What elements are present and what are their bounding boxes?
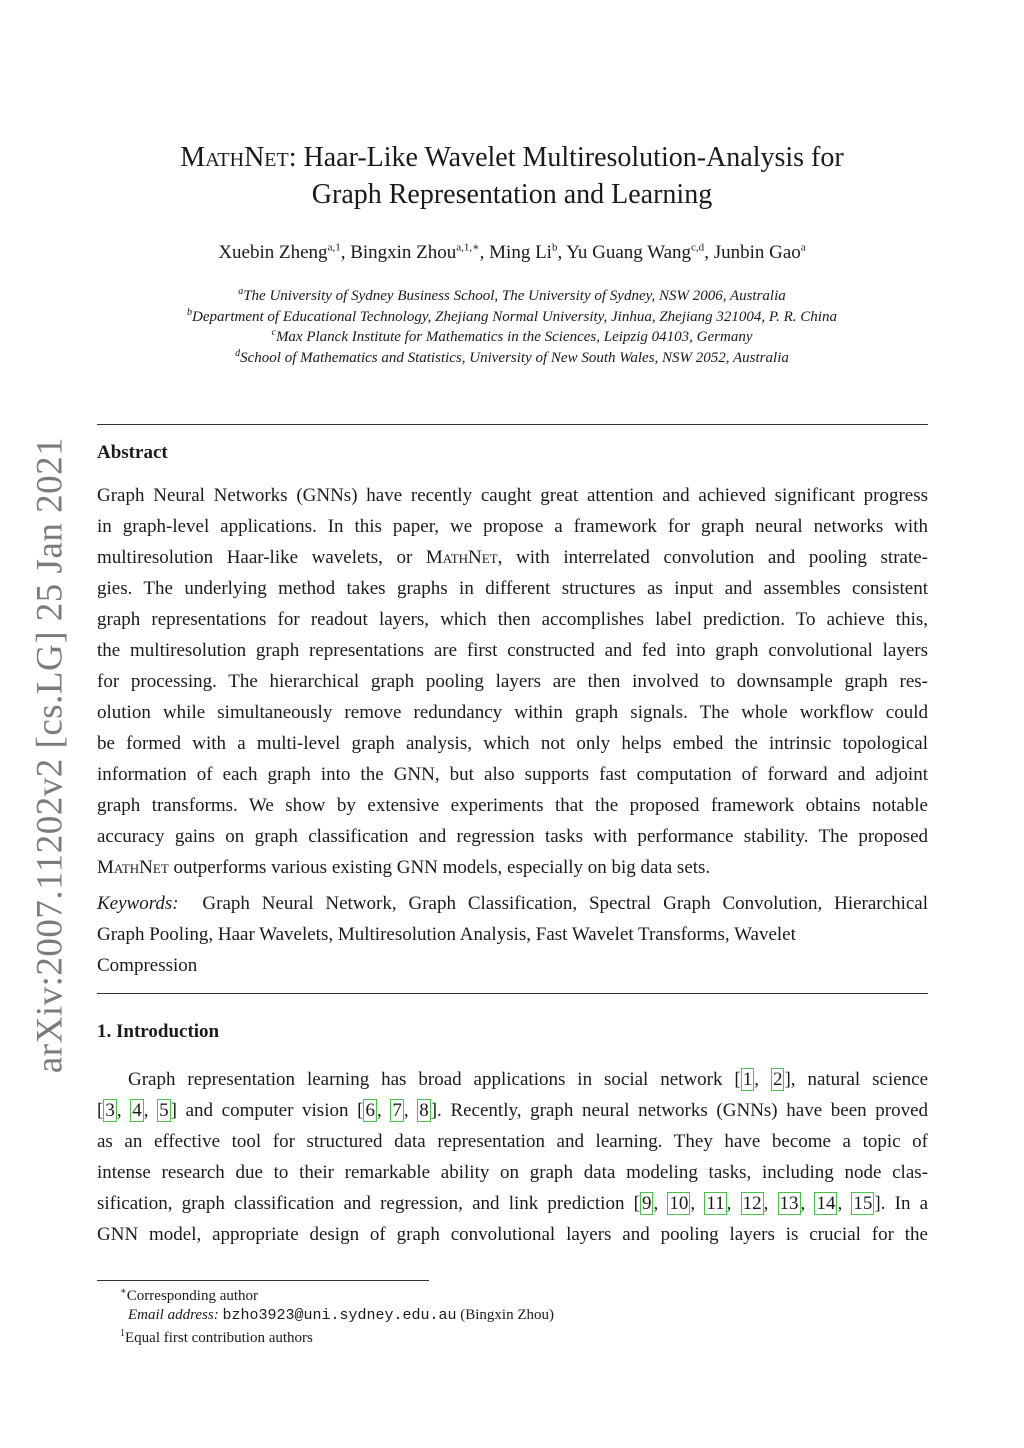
abstract-line: in graph-level applications. In this paper, we propose a framework for graph neural networks with [97,516,928,537]
affiliation: $^a$The University of Sydney Business School, The University of Sydney, NSW 2006, Australia [238,286,786,304]
author: Junbin Gao$^a$ [713,242,806,264]
abstract-line: graph transforms. We show by extensive experiments that the proposed framework obtains notable [97,795,928,816]
introduction-text: ] and computer vision [ [170,1100,364,1121]
introduction-text: , [837,1193,852,1214]
introduction-text: GNN model, appropriate design of graph convolutional layers and pooling layers is crucial for the [97,1224,928,1245]
introduction-text: ]. Recently, graph neural networks (GNNs) have been proved [430,1100,929,1121]
abstract-body [97,480,928,883]
introduction-line [97,1095,928,1126]
keywords-line: Compression [97,955,198,976]
introduction-text: ], natural science [784,1069,929,1090]
abstract-line: olution while simultaneously remove redundancy within graph signals. The whole workflow could [97,702,928,723]
introduction-line [97,1157,928,1188]
citation-link[interactable]: 15 [853,1193,873,1214]
introduction-text: Graph representation learning has broad applications in social network [ [128,1069,741,1090]
introduction-text: , [653,1193,668,1214]
citation-link[interactable]: 8 [419,1100,429,1121]
introduction-text: , [143,1100,158,1121]
affiliation: $^c$Max Planck Institute for Mathematics in the Sciences, Leipzig 04103, Germany [271,327,753,345]
introduction-text: , [690,1193,705,1214]
introduction-text: , [116,1100,131,1121]
citation-link[interactable]: 10 [669,1193,689,1214]
introduction-text: , [763,1193,778,1214]
introduction-body [97,1064,928,1250]
citation-link[interactable]: 11 [706,1193,725,1214]
keywords-line: Keywords: Graph Neural Network, Graph Classification, Spectral Graph Convolution, Hierarchical [97,893,928,914]
affiliation: $^b$Department of Educational Technology, Zhejiang Normal University, Jinhua, Zhejiang 321004, P. R. China [187,306,837,325]
author: Yu Guang Wang$^{c,d}$, [566,242,714,264]
abstract-top-rule [97,424,928,425]
introduction-heading: 1. Introduction [97,1021,220,1042]
author: Xuebin Zheng$^{a,1}$, [218,242,351,264]
citation-link[interactable]: 4 [132,1100,142,1121]
email-address[interactable]: bzho3923@uni.sydney.edu.au [222,1307,457,1324]
author: Ming Li$^b$, [489,242,567,264]
paper-title-line-2: Graph Representation and Learning [311,179,713,210]
introduction-line [97,1219,928,1250]
keywords-line: Graph Pooling, Haar Wavelets, Multiresolution Analysis, Fast Wavelet Transforms, Wavelet [97,924,796,945]
keywords [97,888,928,981]
arxiv-stamp: arXiv:2007.11202v2 [cs.LG] 25 Jan 2021 [29,436,71,1074]
introduction-text: , [754,1069,771,1090]
citation-link[interactable]: 12 [742,1193,762,1214]
citation-link[interactable]: 13 [779,1193,799,1214]
author: Bingxin Zhou$^{a,1,∗}$, [350,242,490,264]
abstract-line: Graph Neural Networks (GNNs) have recently caught great attention and achieved significant progress [97,485,928,506]
introduction-text: , [800,1193,815,1214]
introduction-line [97,1126,928,1157]
introduction-text: , [376,1100,391,1121]
citation-link[interactable]: 5 [159,1100,169,1121]
introduction-line [97,1064,928,1095]
paper-title-line-1 [0,139,1024,176]
citation-link[interactable]: 6 [365,1100,375,1121]
abstract-heading: Abstract [97,442,168,463]
citation-link[interactable]: 14 [816,1193,836,1214]
abstract-line: information of each graph into the GNN, but also supports fast computation of forward and adjoint [97,764,928,785]
citation-link[interactable]: 3 [105,1100,115,1121]
introduction-text: , [403,1100,418,1121]
footnote-equal-contribution: $^1$Equal first contribution authors [120,1328,313,1346]
author-list [0,241,1024,264]
affiliation: $^d$School of Mathematics and Statistics, University of New South Wales, NSW 2052, Australia [235,347,789,366]
abstract-line: multiresolution Haar-like wavelets, or MathNet, with interrelated convolution and pooling strate- [97,547,928,568]
abstract-bottom-rule [97,993,928,994]
footnote-corresponding: ∗Corresponding author [120,1286,259,1304]
abstract-line: the multiresolution graph representations are first constructed and fed into graph convolutional layers [97,640,928,661]
citation-link[interactable]: 2 [772,1069,783,1090]
introduction-text: ]. In a [874,1193,929,1214]
introduction-line [97,1188,928,1219]
abstract-line: be formed with a multi-level graph analysis, which not only helps embed the intrinsic topological [97,733,928,754]
abstract-line: for processing. The hierarchical graph pooling layers are then involved to downsample graph res- [97,671,928,692]
title-line-1-rest: : Haar-Like Wavelet Multiresolution-Analysis for [288,142,844,173]
introduction-text: intense research due to their remarkable ability on graph data modeling tasks, including node clas- [97,1162,928,1183]
introduction-text: [ [97,1100,104,1121]
introduction-text: , [726,1193,741,1214]
keywords-label: Keywords: [97,893,179,914]
citation-link[interactable]: 1 [742,1069,753,1090]
footnote-email: Email address: bzho3923@uni.sydney.edu.au (Bingxin Zhou) [128,1307,554,1324]
abstract-line: accuracy gains on graph classification and regression tasks with performance stability. The proposed [97,826,928,847]
citation-link[interactable]: 9 [641,1193,652,1214]
citation-link[interactable]: 7 [392,1100,402,1121]
introduction-text: as an effective tool for structured data representation and learning. They have become a topic of [97,1131,928,1152]
abstract-line: gies. The underlying method takes graphs in different structures as input and assembles consistent [97,578,928,599]
abstract-line: graph representations for readout layers, which then accomplishes label prediction. To achieve this, [97,609,928,630]
abstract-line: MathNet outperforms various existing GNN models, especially on big data sets. [97,857,711,878]
footnote-rule [97,1280,429,1281]
mathnet-name: MathNet [180,142,289,173]
introduction-text: sification, graph classification and regression, and link prediction [ [97,1193,640,1214]
